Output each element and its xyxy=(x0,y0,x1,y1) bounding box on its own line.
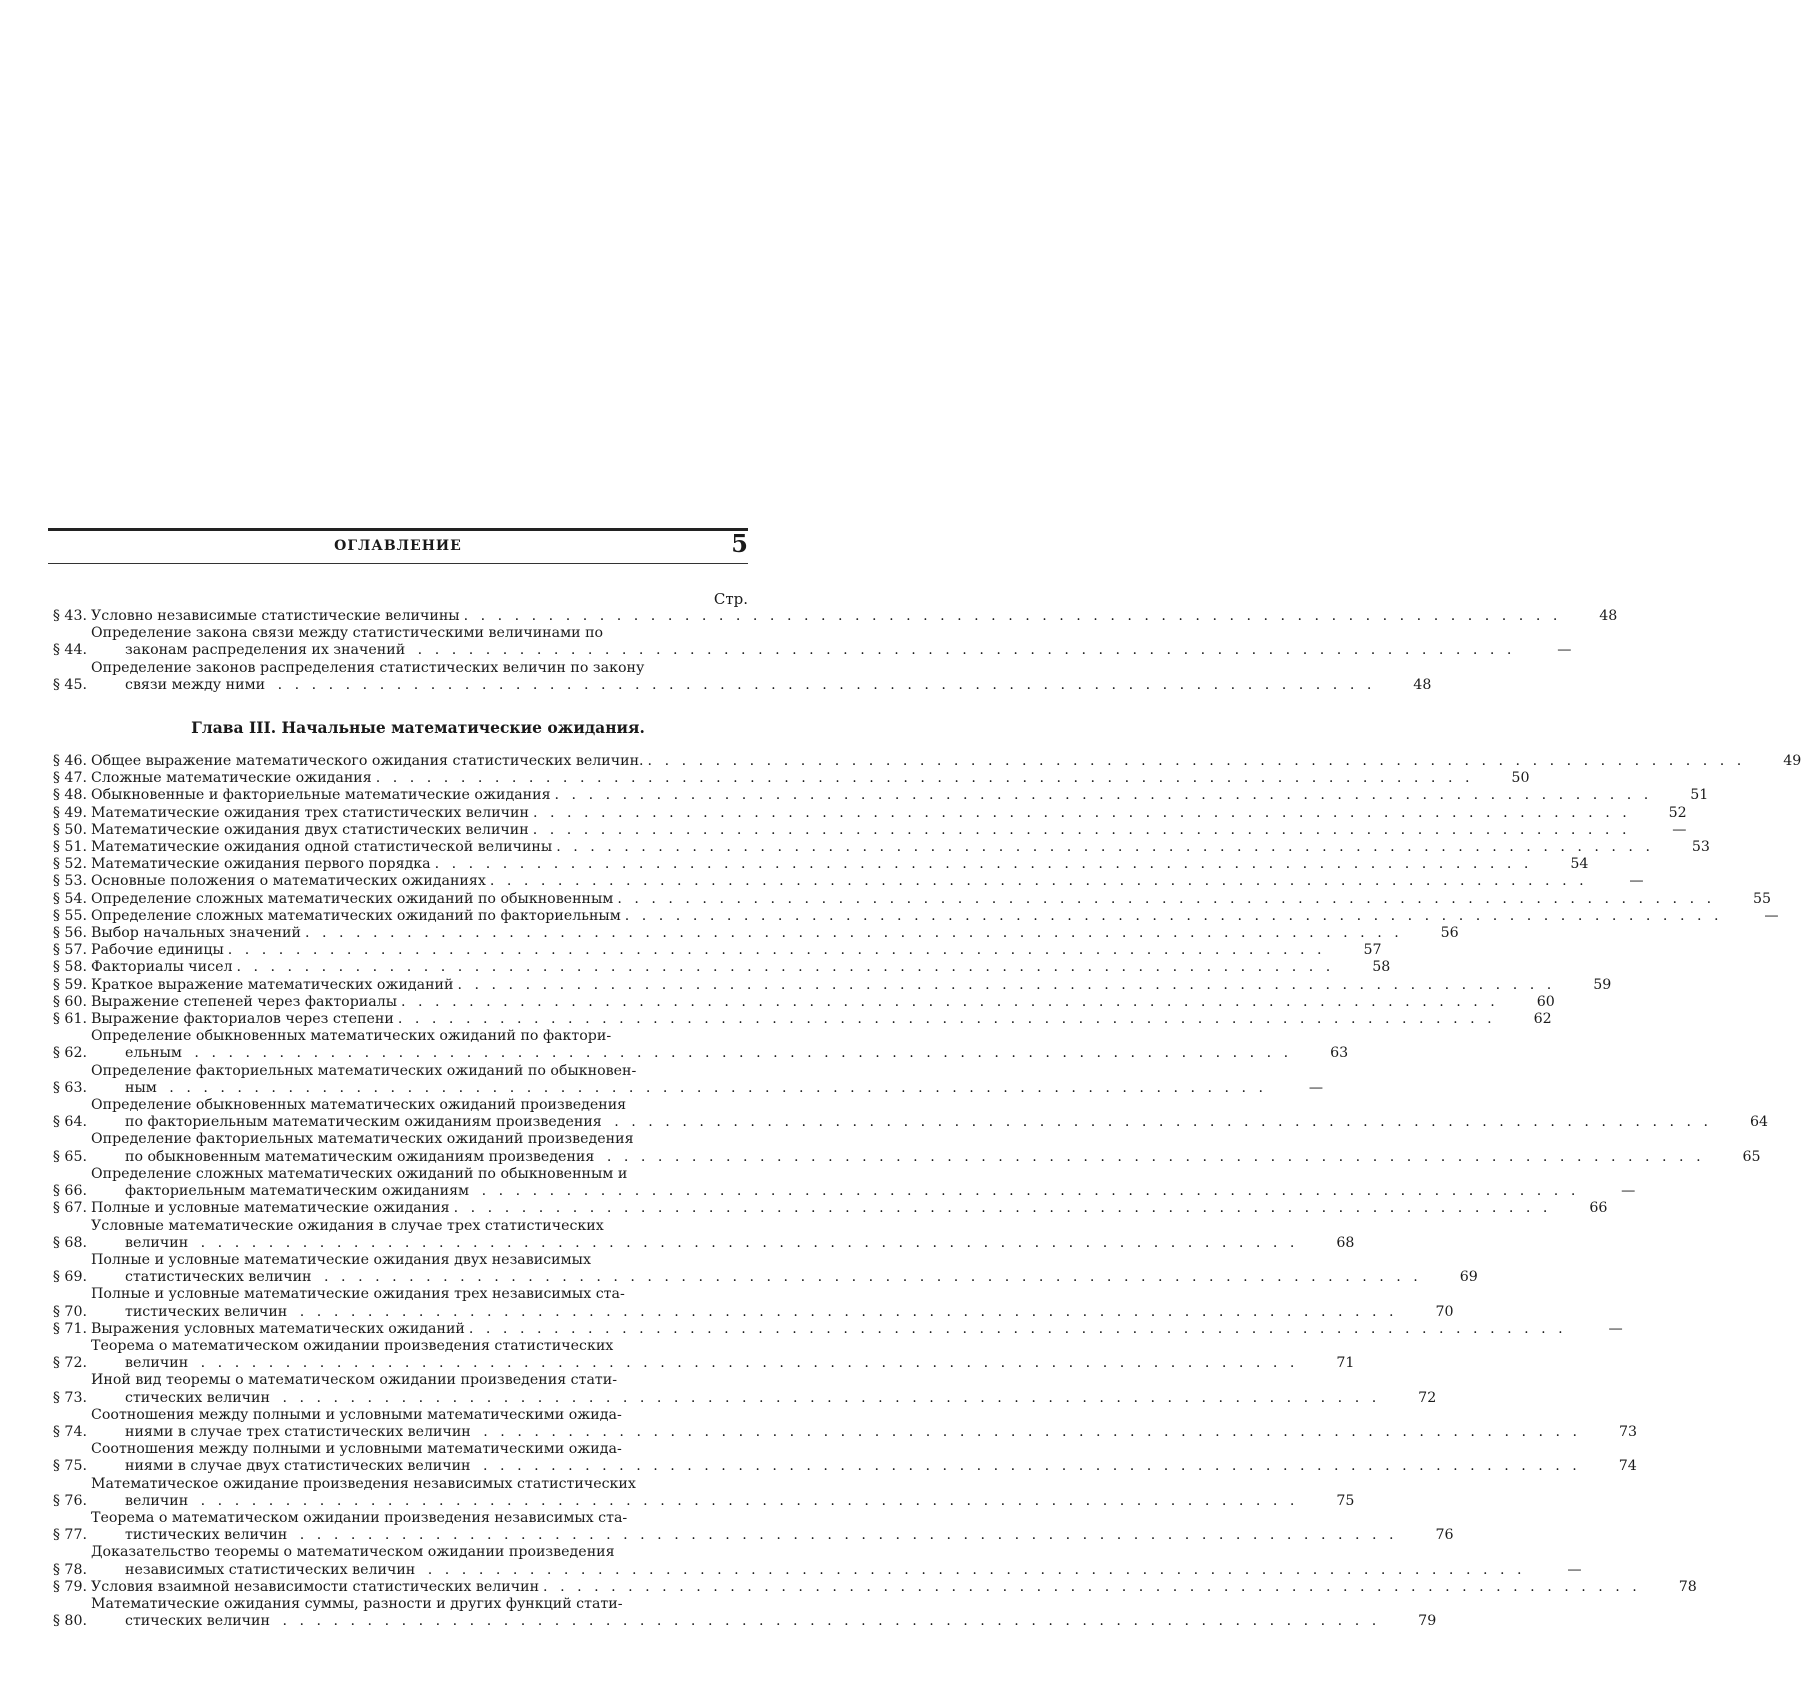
dot-leader: . . . . . . . . . . . . . . . . . . . . . . . . . . . . . . . . . . . . . . . . . . . . . . . . . . . . . . . . . . . . . . . . . xyxy=(598,1148,1705,1165)
dot-leader: . . . . . . . . . . . . . . . . . . . . . . . . . . . . . . . . . . . . . . . . . . . . . . . . . . . . . . . . . . . . . . . . . xyxy=(457,976,1556,993)
toc-page-number: 53 xyxy=(1691,839,1710,856)
running-header xyxy=(48,529,748,563)
toc-page-number: 48 xyxy=(1413,676,1432,693)
toc-entry xyxy=(48,976,1612,994)
toc-section-number: § 57. xyxy=(52,942,87,959)
toc-entry-title-line: Факториалы чисел xyxy=(91,959,233,976)
toc-entry-title-line: Теорема о математическом ожидании произведения статистических xyxy=(91,1337,614,1354)
toc-page-number: 73 xyxy=(1618,1423,1638,1440)
toc-section-number: § 44. xyxy=(52,642,87,659)
toc-entry-title-line: по обыкновенным математическим ожиданиям произведения xyxy=(125,1148,595,1165)
dot-leader: . . . . . . . . . . . . . . . . . . . . . . . . . . . . . . . . . . . . . . . . . . . . . . . . . . . . . . . . . . . . . . . . . xyxy=(419,1561,1526,1578)
toc-entry-title xyxy=(91,1544,1526,1578)
toc-page-number: 60 xyxy=(1536,993,1555,1010)
toc-entry xyxy=(48,1165,1636,1200)
dot-leader: . . . . . . . . . . . . . . . . . . . . . . . . . . . . . . . . . . . . . . . . . . . . . . . . . . . . . . . . . . . . . . . . . xyxy=(453,1200,1552,1217)
toc-page-number: 57 xyxy=(1363,942,1382,959)
toc-entry-title xyxy=(91,873,1588,890)
toc-section-number: § 73. xyxy=(52,1389,87,1406)
toc-entry-title-line: ельным xyxy=(125,1045,182,1062)
toc-section-number: § 61. xyxy=(52,1011,87,1028)
toc-entry-title-line: Доказательство теоремы о математическом ожидании произведения xyxy=(91,1544,615,1561)
toc-section-number: § 66. xyxy=(52,1183,87,1200)
toc-entry xyxy=(48,608,1618,625)
toc-entry-title-line: Определение факториельных математических ожиданий произведения xyxy=(91,1131,634,1148)
toc-page-number: 64 xyxy=(1749,1114,1769,1131)
toc-section-number: § 71. xyxy=(52,1320,87,1337)
toc-section-number: § 51. xyxy=(52,839,87,856)
toc-section-number: § 55. xyxy=(52,907,87,924)
toc-entry-title-line: стических величин xyxy=(125,1613,270,1630)
dot-leader: . . . . . . . . . . . . . . . . . . . . . . . . . . . . . . . . . . . . . . . . . . . . . . . . . . . . . . . . . . . . . . . . . xyxy=(617,890,1716,907)
toc-entry-title-line: Математическое ожидание произведения независимых статистических xyxy=(91,1475,636,1492)
toc-page-number: 52 xyxy=(1668,804,1687,821)
toc-entry-title-line: Определение закона связи между статистическими величинами по xyxy=(91,625,604,642)
toc-entry-title-line: статистических величин xyxy=(125,1269,312,1286)
toc-entry-title-line: Соотношения между полными и условными математическими ожида- xyxy=(91,1441,622,1458)
toc-page-number: 58 xyxy=(1372,959,1391,976)
dot-leader: . . . . . . . . . . . . . . . . . . . . . . . . . . . . . . . . . . . . . . . . . . . . . . . . . . . . . . . . . . . . . . . . . xyxy=(273,1613,1381,1630)
toc-entry-title-line: Условные математические ожидания в случае трех статистических xyxy=(91,1217,604,1234)
toc-section-number: § 52. xyxy=(52,856,87,873)
toc-page-number: 63 xyxy=(1330,1045,1349,1062)
toc-entry-title xyxy=(91,1286,1398,1320)
toc-entry-title-line: тистических величин xyxy=(125,1303,288,1320)
toc-entry-title-line: независимых статистических величин xyxy=(125,1561,416,1578)
toc-page-number: 51 xyxy=(1690,787,1709,804)
header-rule-bottom xyxy=(48,563,748,564)
dot-leader: . . . . . . . . . . . . . . . . . . . . . . . . . . . . . . . . . . . . . . . . . . . . . . . . . . . . . . . . . . . . . . . . . xyxy=(315,1269,1422,1286)
toc-entry-title-line: Условно независимые статистические величины xyxy=(91,608,460,624)
toc-entry-title-line: стических величин xyxy=(125,1389,270,1406)
toc-section-number: § 77. xyxy=(52,1527,87,1544)
toc-entry xyxy=(48,856,1589,873)
toc-entry xyxy=(48,1475,1355,1510)
toc-entry-title xyxy=(91,925,1403,942)
toc-entry-title xyxy=(91,942,1326,959)
toc-page-number: 76 xyxy=(1435,1527,1454,1544)
toc-entry-title xyxy=(91,822,1630,839)
toc-page-number: 71 xyxy=(1336,1355,1355,1372)
dot-leader: . . . . . . . . . . . . . . . . . . . . . . . . . . . . . . . . . . . . . . . . . . . . . . . . . . . . . . . . . . . . . . . . . xyxy=(269,676,1376,693)
dot-leader: . . . . . . . . . . . . . . . . . . . . . . . . . . . . . . . . . . . . . . . . . . . . . . . . . . . . . . . . . . . . . . . . . xyxy=(532,821,1631,838)
toc-entry-title-line: Выражение факториалов через степени xyxy=(91,1011,394,1028)
toc-entry xyxy=(48,1337,1355,1372)
toc-entry-title xyxy=(91,1476,1298,1510)
toc-entry xyxy=(48,959,1391,976)
toc-section-number: § 79. xyxy=(52,1578,87,1595)
toc-page-number: 59 xyxy=(1593,976,1612,993)
toc-entry-title xyxy=(91,1097,1712,1131)
toc-entry-title xyxy=(91,1579,1641,1596)
toc-entry-title-line: законам распределения их значений xyxy=(125,642,406,659)
dot-leader: . . . . . . . . . . . . . . . . . . . . . . . . . . . . . . . . . . . . . . . . . . . . . . . . . . . . . . . . . . . . . . . . . xyxy=(474,1458,1581,1475)
header-rule-top xyxy=(48,528,748,531)
toc-page-number: — xyxy=(1567,1561,1582,1578)
dot-leader: . . . . . . . . . . . . . . . . . . . . . . . . . . . . . . . . . . . . . . . . . . . . . . . . . . . . . . . . . . . . . . . . . xyxy=(463,608,1562,624)
toc-page-number: 66 xyxy=(1589,1200,1608,1217)
toc-page-number: 49 xyxy=(1783,753,1801,770)
toc-entry xyxy=(48,659,1432,694)
toc-entry-title-line: Полные и условные математические ожидания трех независимых ста- xyxy=(91,1286,625,1303)
toc-entry-title-line: величин xyxy=(125,1492,189,1509)
toc-entry xyxy=(48,907,1779,925)
toc-page-number: 74 xyxy=(1618,1458,1637,1475)
toc-page-number: 78 xyxy=(1678,1578,1697,1595)
toc-entry-title xyxy=(91,959,1334,976)
toc-entry-title xyxy=(91,1596,1380,1630)
toc-entry xyxy=(48,1251,1478,1286)
toc-entry-title-line: ным xyxy=(125,1079,157,1096)
toc-page-number: 55 xyxy=(1753,890,1772,907)
toc-entry-title-line: Математические ожидания двух статистических величин xyxy=(91,821,529,838)
toc-page-number: 62 xyxy=(1533,1011,1552,1028)
toc-entry xyxy=(48,1372,1437,1406)
toc-entry-title-line: Определение обыкновенных математических ожиданий произведения xyxy=(91,1097,627,1114)
dot-leader: . . . . . . . . . . . . . . . . . . . . . . . . . . . . . . . . . . . . . . . . . . . . . . . . . . . . . . . . . . . . . . . . . xyxy=(273,1389,1381,1406)
toc-page-number: — xyxy=(1629,873,1644,890)
toc-entry xyxy=(48,1286,1454,1320)
dot-leader: . . . . . . . . . . . . . . . . . . . . . . . . . . . . . . . . . . . . . . . . . . . . . . . . . . . . . . . . . . . . . . . . . xyxy=(474,1423,1582,1440)
toc-entry-title-line: Определение законов распределения статистических величин по закону xyxy=(91,659,645,676)
running-header-page-number: 5 xyxy=(731,529,748,558)
toc-entry xyxy=(48,1441,1637,1475)
toc-entry-title xyxy=(91,625,1515,659)
toc-entry-title xyxy=(91,1510,1398,1544)
toc-entry xyxy=(48,925,1459,942)
page-column-label: Стр. xyxy=(713,590,748,608)
toc-entry-title xyxy=(91,977,1555,994)
toc-page-number: 70 xyxy=(1435,1303,1454,1320)
toc-page-number: — xyxy=(1621,1183,1636,1200)
toc-entry-title-line: Определение факториельных математических ожиданий по обыкновен- xyxy=(91,1062,637,1079)
toc-page-number: 56 xyxy=(1440,925,1459,942)
toc-entry-title xyxy=(91,1252,1422,1286)
toc-entry-title xyxy=(91,891,1715,908)
dot-leader: . . . . . . . . . . . . . . . . . . . . . . . . . . . . . . . . . . . . . . . . . . . . . . . . . . . . . . . . . . . . . . . . . xyxy=(556,839,1654,856)
toc-entry-title xyxy=(91,770,1473,787)
toc-section-number: § 72. xyxy=(52,1355,87,1372)
toc-section-number: § 48. xyxy=(52,787,87,804)
toc-entry-title xyxy=(91,660,1375,694)
toc-entry xyxy=(48,1097,1769,1131)
toc-section-number: § 70. xyxy=(52,1303,87,1320)
toc-entry-title-line: факториельным математическим ожиданиям xyxy=(125,1183,470,1200)
toc-section-number: § 45. xyxy=(52,676,87,693)
toc-entry xyxy=(48,942,1382,959)
toc-entry-title xyxy=(91,805,1631,822)
toc-entry xyxy=(48,1406,1638,1441)
toc-entry xyxy=(48,993,1555,1011)
toc-entry-title-line: Иной вид теоремы о математическом ожидании произведения стати- xyxy=(91,1372,618,1389)
toc-entry xyxy=(48,625,1572,659)
toc-section-number: § 49. xyxy=(52,804,87,821)
toc-page-number: 65 xyxy=(1742,1148,1761,1165)
dot-leader: . . . . . . . . . . . . . . . . . . . . . . . . . . . . . . . . . . . . . . . . . . . . . . . . . . . . . . . . . . . . . . . . . xyxy=(489,873,1588,890)
dot-leader: . . . . . . . . . . . . . . . . . . . . . . . . . . . . . . . . . . . . . . . . . . . . . . . . . . . . . . . . . . . . . . . . . xyxy=(236,959,1335,976)
toc-entry xyxy=(48,1131,1761,1165)
toc-section-number: § 62. xyxy=(52,1045,87,1062)
toc-entry-title-line: Краткое выражение математических ожиданий xyxy=(91,976,454,993)
toc-entry xyxy=(48,1217,1355,1252)
toc-entry xyxy=(48,1200,1608,1217)
toc-entry xyxy=(48,1578,1697,1596)
toc-page-number: — xyxy=(1672,821,1687,838)
dot-leader: . . . . . . . . . . . . . . . . . . . . . . . . . . . . . . . . . . . . . . . . . . . . . . . . . . . . . . . . . . . . . . . . . xyxy=(532,804,1631,821)
dot-leader: . . . . . . . . . . . . . . . . . . . . . . . . . . . . . . . . . . . . . . . . . . . . . . . . . . . . . . . . . . . . . . . . . xyxy=(554,787,1653,804)
dot-leader: . . . . . . . . . . . . . . . . . . . . . . . . . . . . . . . . . . . . . . . . . . . . . . . . . . . . . . . . . . . . . . . . . xyxy=(227,942,1326,959)
toc-entry-title-line: Определение обыкновенных математических ожиданий по фактори- xyxy=(91,1028,612,1045)
toc-entry-title xyxy=(91,1011,1496,1028)
toc-section-number: § 65. xyxy=(52,1148,87,1165)
dot-leader: . . . . . . . . . . . . . . . . . . . . . . . . . . . . . . . . . . . . . . . . . . . . . . . . . . . . . . . . . . . . . . . . . xyxy=(160,1079,1268,1096)
toc-section-number: § 50. xyxy=(52,821,87,838)
toc-entry-title-line: Математические ожидания одной статистической величины xyxy=(91,839,553,856)
toc-entry xyxy=(48,1509,1454,1544)
toc-section-number: § 54. xyxy=(52,890,87,907)
toc-entry xyxy=(48,1595,1437,1630)
chapter-heading: Глава III. Начальные математические ожидания. xyxy=(191,718,645,738)
toc-entry-title xyxy=(91,1166,1579,1200)
toc-entry-title-line: по факториельным математическим ожиданиям произведения xyxy=(125,1114,602,1131)
toc-section-number: § 80. xyxy=(52,1613,87,1630)
dot-leader: . . . . . . . . . . . . . . . . . . . . . . . . . . . . . . . . . . . . . . . . . . . . . . . . . . . . . . . . . . . . . . . . . xyxy=(192,1492,1299,1509)
toc-entry-title-line: Сложные математические ожидания xyxy=(91,770,372,787)
toc-entry-title-line: Полные и условные математические ожидания xyxy=(91,1200,450,1217)
dot-leader: . . . . . . . . . . . . . . . . . . . . . . . . . . . . . . . . . . . . . . . . . . . . . . . . . . . . . . . . . . . . . . . . . xyxy=(397,1011,1496,1028)
dot-leader: . . . . . . . . . . . . . . . . . . . . . . . . . . . . . . . . . . . . . . . . . . . . . . . . . . . . . . . . . . . . . . . . . xyxy=(605,1114,1713,1131)
toc-entry-title-line: Выбор начальных значений xyxy=(91,925,301,942)
toc-entry-title-line: Выражение степеней через факториалы xyxy=(91,993,398,1010)
dot-leader: . . . . . . . . . . . . . . . . . . . . . . . . . . . . . . . . . . . . . . . . . . . . . . . . . . . . . . . . . . . . . . . . . xyxy=(291,1303,1398,1320)
toc-entry-title-line: Соотношения между полными и условными математическими ожида- xyxy=(91,1406,622,1423)
toc-entry-title xyxy=(91,994,1499,1011)
toc-entry xyxy=(48,821,1687,839)
toc-entry-title xyxy=(91,1200,1551,1217)
toc-entry-title xyxy=(91,753,1745,770)
toc-section-number: § 60. xyxy=(52,993,87,1010)
running-header-title: ОГЛАВЛЕНИЕ xyxy=(334,538,462,554)
toc-entry-title xyxy=(91,1372,1380,1406)
toc-section-number: § 46. xyxy=(52,753,87,770)
toc-entry-title xyxy=(91,839,1654,856)
dot-leader: . . . . . . . . . . . . . . . . . . . . . . . . . . . . . . . . . . . . . . . . . . . . . . . . . . . . . . . . . . . . . . . . . xyxy=(624,907,1723,924)
toc-section-number: § 69. xyxy=(52,1269,87,1286)
toc-page-number: 54 xyxy=(1570,856,1589,873)
toc-entry-title-line: Теорема о математическом ожидании произведения независимых ста- xyxy=(91,1509,628,1526)
dot-leader: . . . . . . . . . . . . . . . . . . . . . . . . . . . . . . . . . . . . . . . . . . . . . . . . . . . . . . . . . . . . . . . . . xyxy=(185,1045,1293,1062)
toc-entry-title xyxy=(91,1338,1298,1372)
toc-entry-title xyxy=(91,1028,1292,1062)
toc-section-number: § 75. xyxy=(52,1458,87,1475)
toc-list-chapter-3 xyxy=(48,753,1801,1630)
toc-entry-title-line: Выражения условных математических ожиданий xyxy=(91,1320,465,1337)
toc-entry-title-line: Определение сложных математических ожиданий по обыкновенным xyxy=(91,890,614,907)
toc-page-number: — xyxy=(1608,1320,1623,1337)
toc-list-before-chapter xyxy=(48,608,1618,694)
toc-section-number: § 58. xyxy=(52,959,87,976)
dot-leader: . . . . . . . . . . . . . . . . . . . . . . . . . . . . . . . . . . . . . . . . . . . . . . . . . . . . . . . . . . . . . . . . . xyxy=(468,1320,1567,1337)
dot-leader: . . . . . . . . . . . . . . . . . . . . . . . . . . . . . . . . . . . . . . . . . . . . . . . . . . . . . . . . . . . . . . . . . xyxy=(192,1234,1299,1251)
toc-entry xyxy=(48,1028,1349,1062)
toc-entry xyxy=(48,873,1644,890)
toc-section-number: § 56. xyxy=(52,925,87,942)
toc-section-number: § 68. xyxy=(52,1234,87,1251)
toc-entry-title-line: Математические ожидания трех статистических величин xyxy=(91,804,529,821)
toc-entry-title xyxy=(91,787,1652,804)
toc-section-number: § 67. xyxy=(52,1200,87,1217)
toc-page-number: — xyxy=(1764,907,1779,924)
toc-section-number: § 74. xyxy=(52,1423,87,1440)
toc-entry-title xyxy=(91,608,1561,625)
toc-entry xyxy=(48,1544,1582,1578)
toc-entry xyxy=(48,770,1530,787)
dot-leader: . . . . . . . . . . . . . . . . . . . . . . . . . . . . . . . . . . . . . . . . . . . . . . . . . . . . . . . . . . . . . . . . . xyxy=(409,642,1516,659)
toc-page-number: — xyxy=(1308,1079,1324,1096)
toc-entry-title-line: Математические ожидания первого порядка xyxy=(91,856,431,873)
toc-entry-title-line: Общее выражение математического ожидания статистических величин. xyxy=(91,753,644,770)
toc-section-number: § 78. xyxy=(52,1561,87,1578)
toc-entry-title-line: Математические ожидания суммы, разности и других функций стати- xyxy=(91,1595,623,1612)
toc-page-number: 50 xyxy=(1511,770,1530,787)
toc-entry-title-line: Основные положения о математических ожиданиях xyxy=(91,873,486,890)
toc-entry-title xyxy=(91,1063,1267,1097)
dot-leader: . . . . . . . . . . . . . . . . . . . . . . . . . . . . . . . . . . . . . . . . . . . . . . . . . . . . . . . . . . . . . . . . . xyxy=(434,856,1533,873)
toc-section-number: § 64. xyxy=(52,1114,87,1131)
toc-section-number: § 47. xyxy=(52,770,87,787)
toc-entry-title xyxy=(91,1321,1567,1338)
toc-entry-title-line: тистических величин xyxy=(125,1527,288,1544)
toc-entry-title-line: ниями в случае двух статистических величин xyxy=(125,1458,471,1475)
toc-section-number: § 43. xyxy=(52,608,87,624)
toc-page xyxy=(48,528,1801,1630)
toc-entry-title-line: величин xyxy=(125,1355,189,1372)
dot-leader: . . . . . . . . . . . . . . . . . . . . . . . . . . . . . . . . . . . . . . . . . . . . . . . . . . . . . . . . . . . . . . . . . xyxy=(401,993,1499,1010)
toc-entry-title-line: Определение сложных математических ожиданий по обыкновенным и xyxy=(91,1165,628,1182)
toc-entry xyxy=(48,839,1710,856)
toc-entry-title-line: Рабочие единицы xyxy=(91,942,224,959)
dot-leader: . . . . . . . . . . . . . . . . . . . . . . . . . . . . . . . . . . . . . . . . . . . . . . . . . . . . . . . . . . . . . . . . . xyxy=(647,753,1746,770)
toc-section-number: § 76. xyxy=(52,1492,87,1509)
toc-entry-title-line: ниями в случае трех статистических величин xyxy=(125,1423,471,1440)
toc-entry-title xyxy=(91,1131,1705,1165)
toc-page-number: 68 xyxy=(1336,1234,1355,1251)
toc-page-number: — xyxy=(1557,642,1572,659)
dot-leader: . . . . . . . . . . . . . . . . . . . . . . . . . . . . . . . . . . . . . . . . . . . . . . . . . . . . . . . . . . . . . . . . . xyxy=(291,1527,1398,1544)
dot-leader: . . . . . . . . . . . . . . . . . . . . . . . . . . . . . . . . . . . . . . . . . . . . . . . . . . . . . . . . . . . . . . . . . xyxy=(543,1578,1641,1595)
toc-entry-title xyxy=(91,856,1532,873)
toc-entry-title xyxy=(91,1407,1581,1441)
toc-page-number: 72 xyxy=(1418,1389,1437,1406)
toc-entry xyxy=(48,1062,1324,1097)
toc-section-number: § 59. xyxy=(52,976,87,993)
toc-page-number: 48 xyxy=(1599,608,1618,624)
toc-entry-title xyxy=(91,1441,1581,1475)
toc-section-number: § 63. xyxy=(52,1079,87,1096)
toc-entry xyxy=(48,1011,1552,1028)
dot-leader: . . . . . . . . . . . . . . . . . . . . . . . . . . . . . . . . . . . . . . . . . . . . . . . . . . . . . . . . . . . . . . . . . xyxy=(304,925,1403,942)
toc-entry xyxy=(48,787,1709,804)
toc-page-number: 69 xyxy=(1459,1269,1478,1286)
toc-entry-title-line: Определение сложных математических ожиданий по факториельным xyxy=(91,907,621,924)
toc-entry-title-line: Полные и условные математические ожидания двух независимых xyxy=(91,1251,591,1268)
toc-entry-title-line: связи между ними xyxy=(125,676,266,693)
toc-entry-title-line: Обыкновенные и факториельные математические ожидания xyxy=(91,787,551,804)
toc-entry xyxy=(48,804,1687,822)
toc-entry-title xyxy=(91,1218,1298,1252)
toc-page-number: 79 xyxy=(1418,1613,1437,1630)
dot-leader: . . . . . . . . . . . . . . . . . . . . . . . . . . . . . . . . . . . . . . . . . . . . . . . . . . . . . . . . . . . . . . . . . xyxy=(375,770,1474,787)
toc-entry-title-line: Условия взаимной независимости статистических величин xyxy=(91,1578,540,1595)
dot-leader: . . . . . . . . . . . . . . . . . . . . . . . . . . . . . . . . . . . . . . . . . . . . . . . . . . . . . . . . . . . . . . . . . xyxy=(473,1183,1580,1200)
toc-entry-title-line: величин xyxy=(125,1234,189,1251)
toc-entry xyxy=(48,1320,1623,1338)
toc-page-number: 75 xyxy=(1336,1492,1355,1509)
toc-section-number: § 53. xyxy=(52,873,87,890)
toc-entry xyxy=(48,753,1801,770)
toc-entry-title xyxy=(91,908,1723,925)
toc-entry xyxy=(48,890,1772,908)
dot-leader: . . . . . . . . . . . . . . . . . . . . . . . . . . . . . . . . . . . . . . . . . . . . . . . . . . . . . . . . . . . . . . . . . xyxy=(192,1355,1299,1372)
